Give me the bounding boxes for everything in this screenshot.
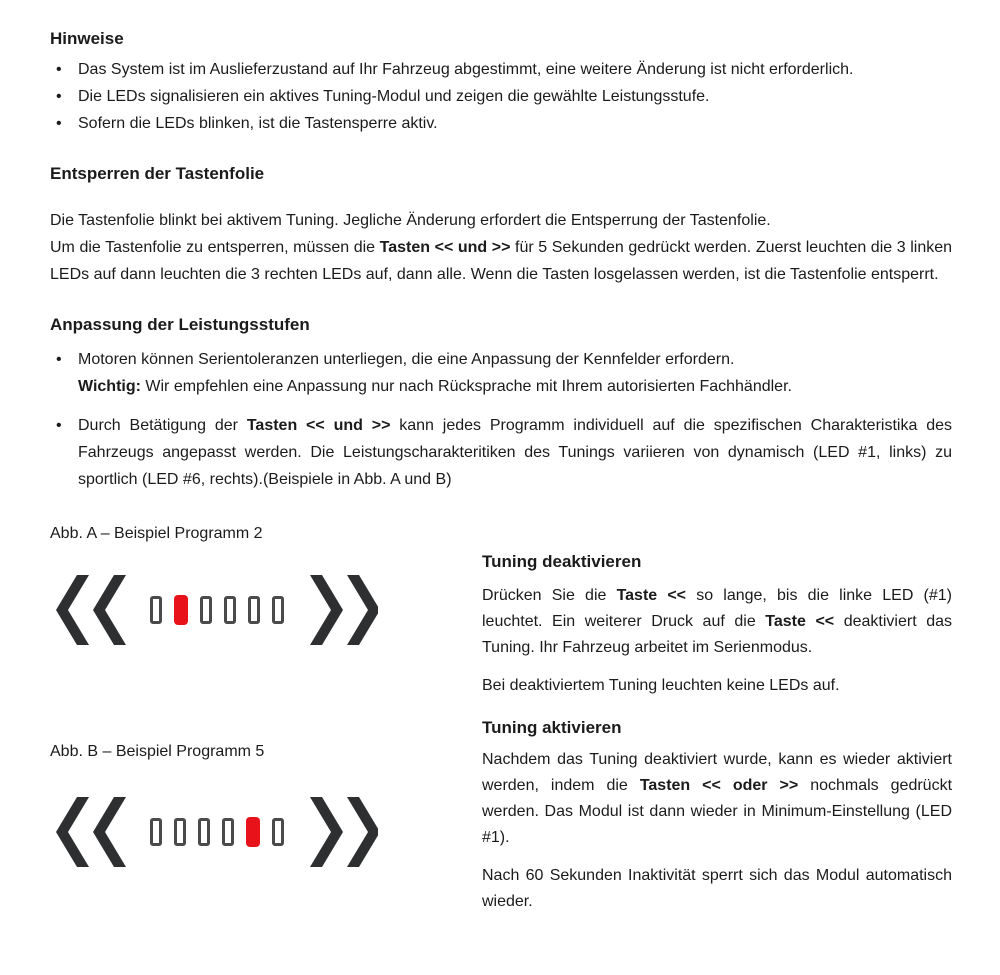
led-display-programm-5 <box>56 797 470 867</box>
list-item <box>50 56 952 83</box>
two-column-area <box>50 515 952 915</box>
led-3 <box>198 818 210 846</box>
figures-column <box>50 515 470 915</box>
entsperren-paragraph-1: Die Tastenfolie blinkt bei aktivem Tuning. Jegliche Änderung erfordert die Entsperrung der Tastenfolie. <box>50 212 771 229</box>
anpassung-list <box>50 346 952 493</box>
led-3 <box>200 596 212 624</box>
section-anpassung <box>50 314 952 493</box>
led-1 <box>150 596 162 624</box>
chevron-left-icon <box>56 575 126 645</box>
led-2 <box>174 818 186 846</box>
list-item-text: Durch Betätigung der Tasten << und >> kann jedes Programm individuell auf die spezifischen Charakteristika des Fahrzeugs angepasst werden. Die Leistungscharakteritiken des Tunings variieren von dynamisch (LED #1, links) zu sportlich (LED #6, rechts).(Beispiele in Abb. A und B) <box>78 417 952 488</box>
led-display-programm-2 <box>56 575 470 645</box>
tuning-deaktivieren-paragraph-2: Bei deaktiviertem Tuning leuchten keine LEDs auf. <box>482 677 840 694</box>
list-item-text: Das System ist im Auslieferzustand auf Ihr Fahrzeug abgestimmt, eine weitere Änderung ist nicht erforderlich. <box>78 61 854 78</box>
figure-b-label: Abb. B – Beispiel Programm 5 <box>50 743 265 760</box>
tuning-deaktivieren-title: Tuning deaktivieren <box>482 552 642 571</box>
tuning-aktivieren-paragraph-1: Nachdem das Tuning deaktiviert wurde, kann es wieder aktiviert werden, indem die Tasten << oder >> nochmals gedrückt werden. Das Modul ist dann wieder in Minimum-Einstellung (LED #1). <box>482 751 953 846</box>
list-item <box>50 412 952 493</box>
led-2-active <box>174 595 188 625</box>
section-entsperren <box>50 163 952 288</box>
entsperren-title: Entsperren der Tastenfolie <box>50 164 265 183</box>
chevron-left-icon <box>56 797 126 867</box>
hinweise-title: Hinweise <box>50 29 124 48</box>
led-row <box>150 817 284 847</box>
entsperren-paragraph-2: Um die Tastenfolie zu entsperren, müssen die Tasten << und >> für 5 Sekunden gedrückt werden. Zuerst leuchten die 3 linken LEDs auf dann leuchten die 3 rechten LEDs auf, dann alle. Wenn die Tasten losgelassen werden, ist die Tastenfolie entsperrt. <box>50 239 953 283</box>
tuning-aktivieren-title: Tuning aktivieren <box>482 718 622 737</box>
led-6 <box>272 818 284 846</box>
hinweise-list <box>50 56 952 137</box>
figure-a-label: Abb. A – Beispiel Programm 2 <box>50 525 263 542</box>
list-item-text: Sofern die LEDs blinken, ist die Tastensperre aktiv. <box>78 115 438 132</box>
section-hinweise <box>50 28 952 137</box>
chevron-right-icon <box>308 797 378 867</box>
tuning-deaktivieren-paragraph-1: Drücken Sie die Taste << so lange, bis die linke LED (#1) leuchtet. Ein weiterer Druck auf die Taste << deaktiviert das Tuning. Ihr Fahrzeug arbeitet im Serienmodus. <box>482 587 953 656</box>
led-4 <box>224 596 236 624</box>
list-item-text: Die LEDs signalisieren ein aktives Tuning-Modul und zeigen die gewählte Leistungsstufe. <box>78 88 710 105</box>
led-1 <box>150 818 162 846</box>
list-item <box>50 346 952 400</box>
led-row <box>150 595 284 625</box>
chevron-right-icon <box>308 575 378 645</box>
led-5 <box>248 596 260 624</box>
list-item <box>50 83 952 110</box>
led-6 <box>272 596 284 624</box>
list-item <box>50 110 952 137</box>
tuning-aktivieren-paragraph-2: Nach 60 Sekunden Inaktivität sperrt sich das Modul automatisch wieder. <box>482 867 952 910</box>
list-item-text: Motoren können Serientoleranzen unterliegen, die eine Anpassung der Kennfelder erfordern. Wichtig: Wir empfehlen eine Anpassung nur nach Rücksprache mit Ihrem autorisierten Fachhändler. <box>78 351 792 395</box>
anpassung-title: Anpassung der Leistungsstufen <box>50 315 310 334</box>
led-5-active <box>246 817 260 847</box>
led-4 <box>222 818 234 846</box>
tuning-column <box>482 515 952 915</box>
